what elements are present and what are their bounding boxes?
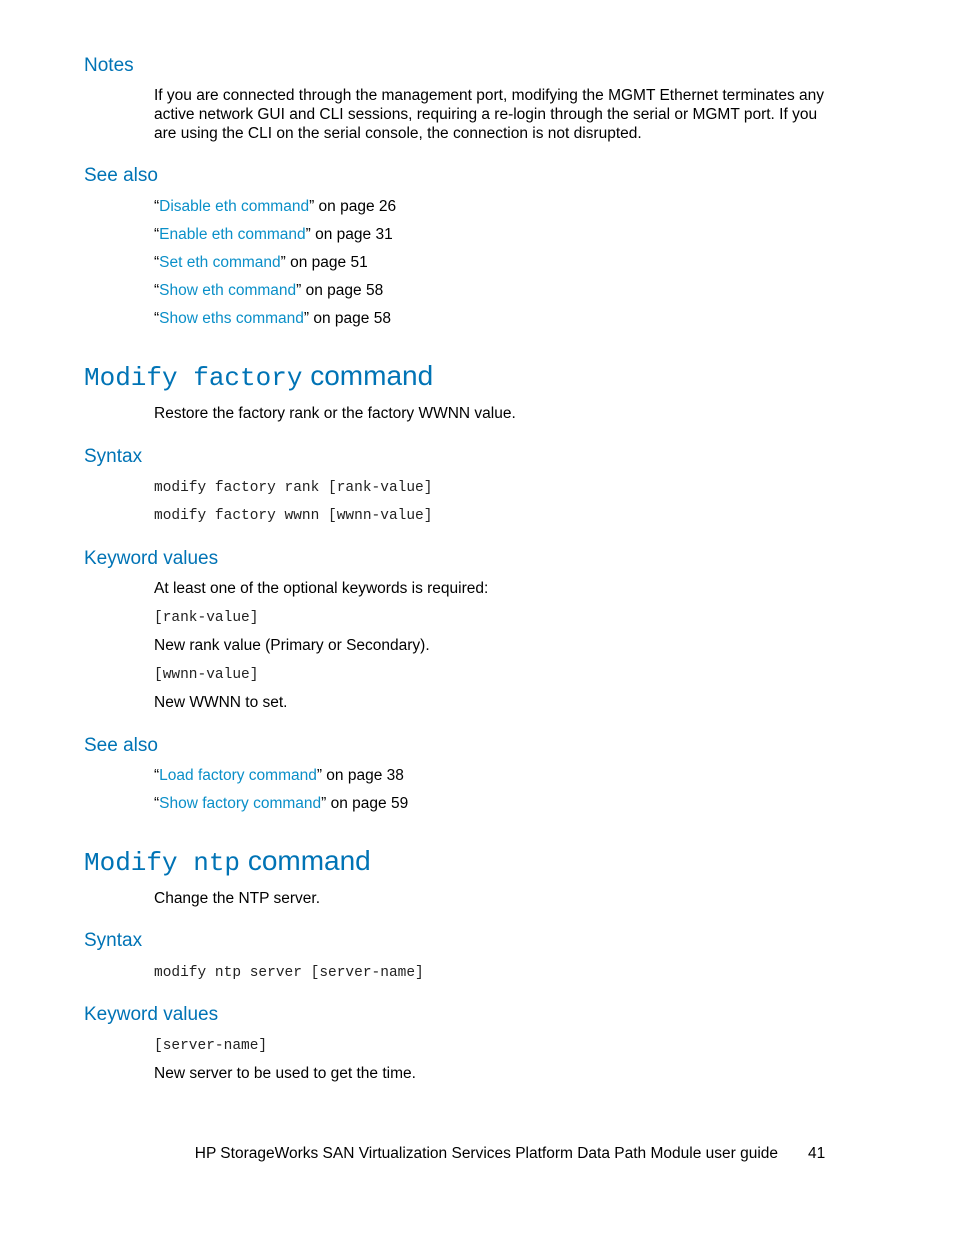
see-also-item: “Show eths command” on page 58	[154, 310, 391, 327]
syntax-line: modify ntp server [server-name]	[154, 965, 424, 981]
notes-heading: Notes	[84, 55, 134, 76]
keyword-values-heading: Keyword values	[84, 548, 219, 569]
keyword-name: [rank-value]	[154, 610, 259, 626]
link-show-eth-command[interactable]: Show eth command	[159, 282, 297, 299]
see-also-item: “Disable eth command” on page 26	[154, 198, 397, 215]
see-also-item: “Enable eth command” on page 31	[154, 226, 393, 243]
link-load-factory-command[interactable]: Load factory command	[159, 767, 317, 784]
keyword-name: [wwnn-value]	[154, 667, 259, 683]
link-show-factory-command[interactable]: Show factory command	[159, 795, 322, 812]
ntp-description: Change the NTP server.	[154, 890, 320, 907]
see-also-item: “Load factory command” on page 38	[154, 767, 404, 784]
section-title-modify-ntp: Modify ntp command	[84, 845, 371, 878]
see-also-heading: See also	[84, 735, 158, 756]
link-disable-eth-command[interactable]: Disable eth command	[159, 198, 310, 215]
syntax-line: modify factory wwnn [wwnn-value]	[154, 508, 433, 524]
keyword-description: New server to be used to get the time.	[154, 1065, 416, 1082]
link-set-eth-command[interactable]: Set eth command	[159, 254, 281, 271]
notes-text: If you are connected through the management port, modifying the MGMT Ethernet terminates any active network GUI and CLI sessions, requiring a re-login through the serial or MGMT port. If you are using the CLI on the serial console, the connection is not disrupted.	[154, 87, 825, 142]
see-also-item: “Set eth command” on page 51	[154, 254, 368, 271]
link-show-eths-command[interactable]: Show eths command	[159, 310, 304, 327]
keyword-description: New rank value (Primary or Secondary).	[154, 637, 430, 654]
keyword-intro: At least one of the optional keywords is required:	[154, 580, 489, 597]
link-enable-eth-command[interactable]: Enable eth command	[159, 226, 306, 243]
footer-title: HP StorageWorks SAN Virtualization Services Platform Data Path Module user guide	[194, 1145, 778, 1162]
factory-description: Restore the factory rank or the factory WWNN value.	[154, 405, 516, 422]
syntax-line: modify factory rank [rank-value]	[154, 480, 433, 496]
keyword-values-heading: Keyword values	[84, 1004, 219, 1025]
keyword-description: New WWNN to set.	[154, 694, 288, 711]
see-also-item: “Show factory command” on page 59	[154, 795, 409, 812]
page-number: 41	[808, 1145, 826, 1162]
see-also-item: “Show eth command” on page 58	[154, 282, 384, 299]
keyword-name: [server-name]	[154, 1038, 268, 1054]
see-also-heading: See also	[84, 165, 158, 186]
syntax-heading: Syntax	[84, 930, 143, 951]
section-title-modify-factory: Modify factory command	[84, 360, 434, 393]
syntax-heading: Syntax	[84, 446, 143, 467]
